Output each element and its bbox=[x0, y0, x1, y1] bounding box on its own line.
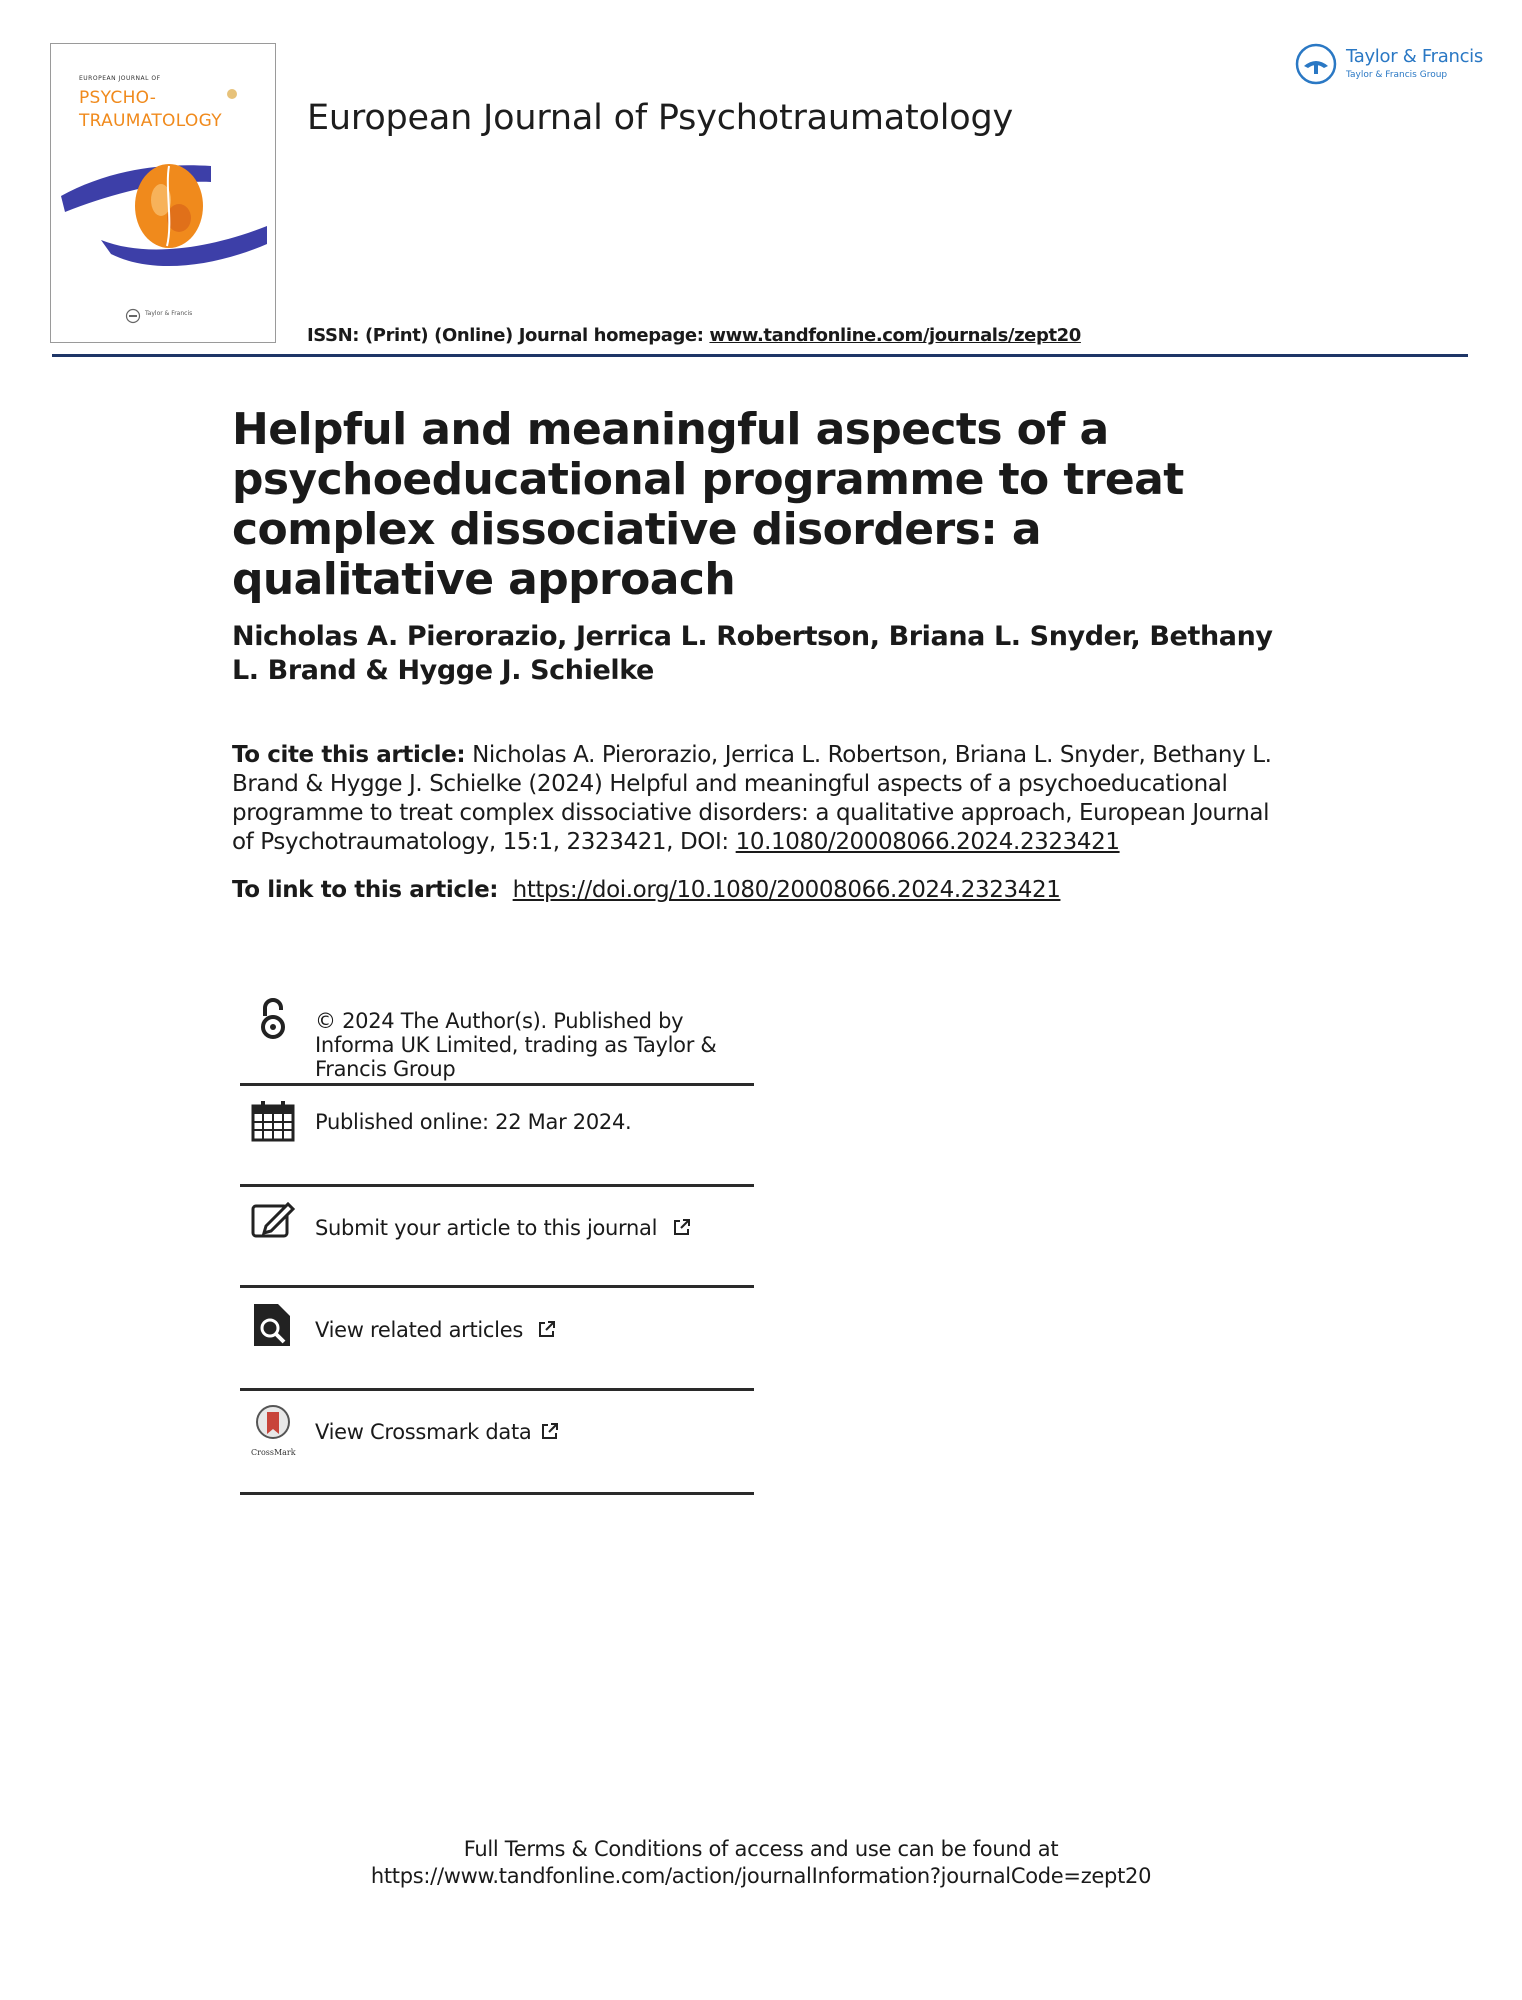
cover-publisher-text: Taylor & Francis bbox=[145, 310, 193, 317]
crossmark-icon bbox=[250, 1404, 296, 1450]
open-access-icon bbox=[250, 996, 296, 1042]
cover-publisher-logo bbox=[125, 306, 215, 326]
terms-footer bbox=[0, 1836, 1522, 1890]
publisher-name: Taylor & Francis bbox=[1346, 46, 1483, 67]
cover-brain-eye-icon bbox=[61, 144, 267, 274]
crossmark-link[interactable] bbox=[315, 1420, 560, 1444]
cover-eyebrow: EUROPEAN JOURNAL OF bbox=[79, 75, 161, 82]
journal-cover bbox=[50, 43, 276, 343]
submit-article-label: Submit your article to this journal bbox=[315, 1216, 658, 1240]
link-label: To link to this article: bbox=[232, 877, 506, 903]
taylor-francis-icon bbox=[1294, 42, 1338, 86]
issn-text: ISSN: (Print) (Online) Journal homepage: bbox=[307, 325, 710, 346]
publisher-group: Taylor & Francis Group bbox=[1346, 70, 1448, 80]
cover-title bbox=[79, 87, 222, 133]
copyright-notice: © 2024 The Author(s). Published by Informa UK Limited, trading as Taylor & Francis Group bbox=[315, 1009, 717, 1081]
calendar-icon bbox=[250, 1098, 296, 1144]
doi-link[interactable]: 10.1080/20008066.2024.2323421 bbox=[735, 829, 1120, 855]
taylor-francis-logo[interactable] bbox=[1292, 42, 1482, 92]
article-title: Helpful and meaningful aspects of a psychoeducational programme to treat complex dissociative disorders: a qualitative approach bbox=[232, 404, 1184, 605]
published-date: Published online: 22 Mar 2024. bbox=[315, 1110, 632, 1134]
external-link-icon bbox=[537, 1319, 557, 1339]
submit-article-link[interactable] bbox=[315, 1216, 692, 1240]
citation-block bbox=[232, 741, 1292, 857]
info-divider-5 bbox=[240, 1492, 754, 1495]
crossmark-label: View Crossmark data bbox=[315, 1420, 532, 1444]
citation-label: To cite this article: bbox=[232, 742, 466, 768]
external-link-icon bbox=[672, 1217, 692, 1237]
info-divider-4 bbox=[240, 1388, 754, 1391]
journal-title: European Journal of Psychotraumatology bbox=[307, 98, 1014, 138]
issn-line bbox=[307, 325, 1081, 346]
article-link-line bbox=[232, 876, 1292, 905]
cover-publisher-icon bbox=[125, 308, 141, 324]
info-divider-1 bbox=[240, 1083, 754, 1086]
info-divider-2 bbox=[240, 1184, 754, 1187]
related-articles-link[interactable] bbox=[315, 1318, 557, 1342]
article-authors: Nicholas A. Pierorazio, Jerrica L. Robertson, Briana L. Snyder, Bethany L. Brand & Hygge J. Schielke bbox=[232, 621, 1273, 686]
journal-homepage-link[interactable]: www.tandfonline.com/journals/zept20 bbox=[709, 325, 1081, 346]
edit-icon bbox=[250, 1198, 296, 1244]
crossmark-icon-label: CrossMark bbox=[251, 1448, 296, 1457]
related-articles-label: View related articles bbox=[315, 1318, 523, 1342]
external-link-icon bbox=[540, 1421, 560, 1441]
info-divider-3 bbox=[240, 1285, 754, 1288]
cover-title-line2: TRAUMATOLOGY bbox=[79, 111, 222, 131]
cover-badge-icon bbox=[227, 89, 237, 99]
terms-text: Full Terms & Conditions of access and use can be found at bbox=[463, 1837, 1059, 1861]
terms-url[interactable]: https://www.tandfonline.com/action/journalInformation?journalCode=zept20 bbox=[370, 1864, 1152, 1888]
article-doi-url[interactable]: https://doi.org/10.1080/20008066.2024.2323421 bbox=[512, 877, 1061, 903]
related-articles-icon bbox=[250, 1302, 296, 1348]
citation-text: Nicholas A. Pierorazio, Jerrica L. Robertson, Briana L. Snyder, Bethany L. Brand & Hygge J. Schielke (2024) Helpful and meaningful aspects of a psychoeducational programme to treat complex dissociative disorders: a qualitative approach, European Journal of Psychotraumatology, 15:1, 2323421, DOI: bbox=[232, 742, 1272, 855]
cover-title-line1: PSYCHO- bbox=[79, 88, 157, 108]
header-divider bbox=[52, 354, 1468, 357]
